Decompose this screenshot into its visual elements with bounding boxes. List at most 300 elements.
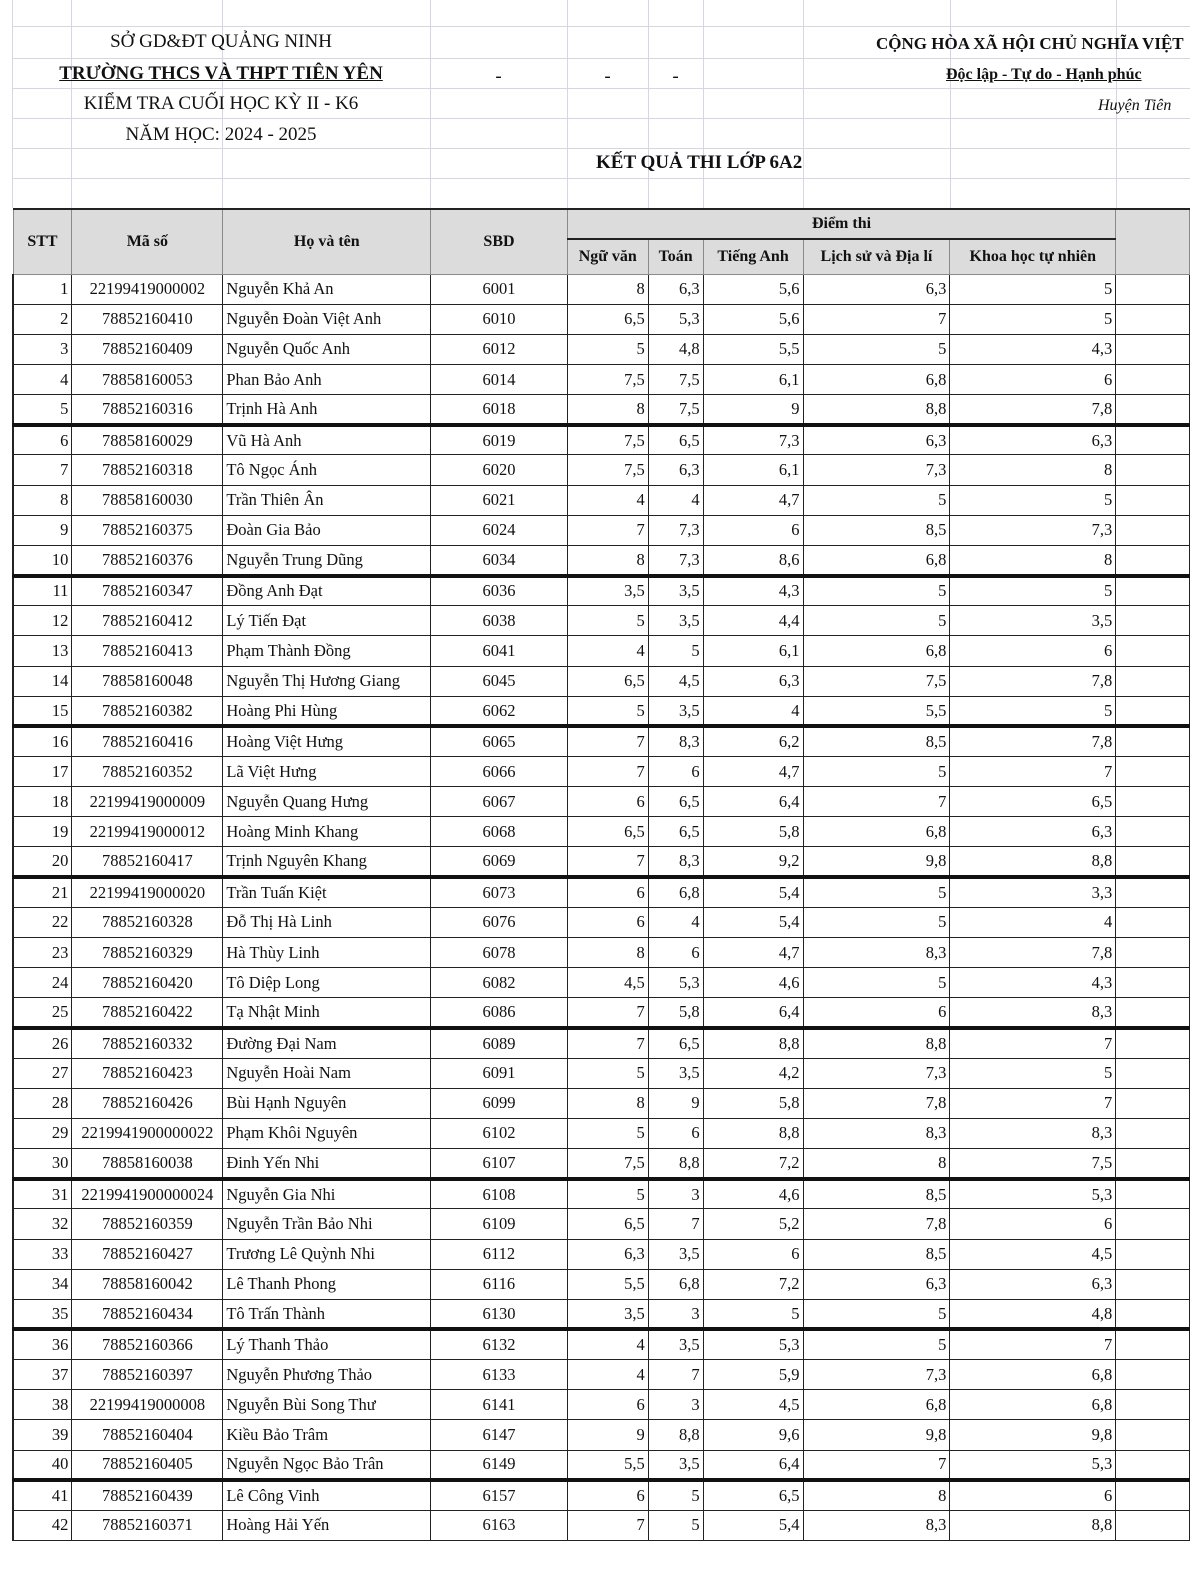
cell-toan: 4,8 — [648, 334, 703, 364]
cell-ngu-van: 3,5 — [567, 1299, 648, 1329]
cell-stt: 22 — [13, 907, 72, 937]
cell-stt: 19 — [13, 817, 72, 847]
cell-blank — [1116, 1510, 1190, 1540]
cell-blank — [1116, 666, 1190, 696]
country-name: CỘNG HÒA XÃ HỘI CHỦ NGHĨA VIỆT — [876, 34, 1184, 53]
header-ngu-van: Ngữ văn — [567, 239, 648, 274]
cell-stt: 14 — [13, 666, 72, 696]
cell-blank — [1116, 1390, 1190, 1420]
cell-lich-su-dia-li: 7,8 — [803, 1209, 950, 1239]
cell-sbd: 6073 — [431, 877, 568, 907]
cell-stt: 37 — [13, 1360, 72, 1390]
cell-toan: 3 — [648, 1179, 703, 1209]
cell-stt: 8 — [13, 485, 72, 515]
cell-blank — [1116, 1149, 1190, 1179]
cell-lich-su-dia-li: 8,5 — [803, 1239, 950, 1269]
dash-mark: - — [604, 66, 611, 87]
cell-khoa-hoc-tu-nhien: 6 — [950, 364, 1116, 394]
cell-tieng-anh: 6,4 — [703, 1450, 803, 1480]
cell-stt: 36 — [13, 1329, 72, 1359]
cell-toan: 3,5 — [648, 1450, 703, 1480]
cell-sbd: 6078 — [431, 937, 568, 967]
cell-ngu-van: 6,5 — [567, 666, 648, 696]
cell-toan: 6,3 — [648, 455, 703, 485]
cell-ma-so: 78852160434 — [72, 1299, 223, 1329]
cell-sbd: 6141 — [431, 1390, 568, 1420]
cell-stt: 31 — [13, 1179, 72, 1209]
cell-blank — [1116, 1299, 1190, 1329]
cell-ho-ten: Đoàn Gia Bảo — [223, 515, 431, 545]
cell-ho-ten: Nguyễn Trung Dũng — [223, 545, 431, 575]
cell-sbd: 6157 — [431, 1480, 568, 1510]
header-ho-ten: Họ và tên — [223, 209, 431, 274]
table-row — [13, 1510, 1190, 1540]
cell-ngu-van: 8 — [567, 274, 648, 304]
cell-khoa-hoc-tu-nhien: 7,8 — [950, 666, 1116, 696]
cell-tieng-anh: 5,8 — [703, 817, 803, 847]
cell-blank — [1116, 937, 1190, 967]
cell-toan: 8,8 — [648, 1149, 703, 1179]
cell-khoa-hoc-tu-nhien: 5 — [950, 274, 1116, 304]
cell-lich-su-dia-li: 5 — [803, 1329, 950, 1359]
cell-ho-ten: Tô Diệp Long — [223, 968, 431, 998]
cell-toan: 8,3 — [648, 726, 703, 756]
cell-tieng-anh: 9,6 — [703, 1420, 803, 1450]
cell-blank — [1116, 545, 1190, 575]
cell-ngu-van: 5 — [567, 696, 648, 726]
cell-blank — [1116, 757, 1190, 787]
cell-lich-su-dia-li: 9,8 — [803, 847, 950, 877]
cell-tieng-anh: 9 — [703, 395, 803, 425]
cell-sbd: 6112 — [431, 1239, 568, 1269]
cell-toan: 3 — [648, 1299, 703, 1329]
cell-lich-su-dia-li: 8,3 — [803, 1118, 950, 1148]
table-row — [13, 787, 1190, 817]
cell-khoa-hoc-tu-nhien: 8 — [950, 545, 1116, 575]
cell-blank — [1116, 847, 1190, 877]
cell-lich-su-dia-li: 8 — [803, 1480, 950, 1510]
cell-stt: 2 — [13, 304, 72, 334]
cell-toan: 3,5 — [648, 696, 703, 726]
cell-sbd: 6130 — [431, 1299, 568, 1329]
table-row — [13, 364, 1190, 394]
cell-blank — [1116, 1028, 1190, 1058]
cell-khoa-hoc-tu-nhien: 4,3 — [950, 334, 1116, 364]
cell-khoa-hoc-tu-nhien: 6 — [950, 1480, 1116, 1510]
cell-ho-ten: Nguyễn Quốc Anh — [223, 334, 431, 364]
table-row — [13, 545, 1190, 575]
cell-toan: 3,5 — [648, 1239, 703, 1269]
cell-toan: 5,3 — [648, 968, 703, 998]
cell-khoa-hoc-tu-nhien: 3,5 — [950, 606, 1116, 636]
cell-khoa-hoc-tu-nhien: 7 — [950, 757, 1116, 787]
cell-ma-so: 22199419000020 — [72, 877, 223, 907]
cell-ma-so: 78852160426 — [72, 1088, 223, 1118]
cell-ngu-van: 7 — [567, 515, 648, 545]
cell-tieng-anh: 5,4 — [703, 907, 803, 937]
cell-toan: 7,5 — [648, 395, 703, 425]
cell-tieng-anh: 4,3 — [703, 576, 803, 606]
cell-lich-su-dia-li: 6,3 — [803, 1269, 950, 1299]
cell-ma-so: 78852160366 — [72, 1329, 223, 1359]
cell-ho-ten: Hà Thùy Linh — [223, 937, 431, 967]
cell-ho-ten: Lã Việt Hưng — [223, 757, 431, 787]
school-year: NĂM HỌC: 2024 - 2025 — [125, 124, 317, 145]
cell-tieng-anh: 4 — [703, 696, 803, 726]
cell-tieng-anh: 4,5 — [703, 1390, 803, 1420]
cell-lich-su-dia-li: 5 — [803, 576, 950, 606]
cell-ngu-van: 6 — [567, 907, 648, 937]
cell-tieng-anh: 5,8 — [703, 1088, 803, 1118]
cell-toan: 6,8 — [648, 1269, 703, 1299]
cell-blank — [1116, 1269, 1190, 1299]
cell-khoa-hoc-tu-nhien: 6,3 — [950, 425, 1116, 455]
cell-ho-ten: Nguyễn Ngọc Bảo Trân — [223, 1450, 431, 1480]
cell-stt: 29 — [13, 1118, 72, 1148]
cell-khoa-hoc-tu-nhien: 7 — [950, 1088, 1116, 1118]
cell-sbd: 6065 — [431, 726, 568, 756]
cell-blank — [1116, 1480, 1190, 1510]
cell-khoa-hoc-tu-nhien: 8,8 — [950, 847, 1116, 877]
cell-toan: 6,5 — [648, 787, 703, 817]
cell-stt: 7 — [13, 455, 72, 485]
cell-blank — [1116, 1209, 1190, 1239]
cell-ma-so: 78852160420 — [72, 968, 223, 998]
cell-lich-su-dia-li: 8,5 — [803, 515, 950, 545]
cell-sbd: 6149 — [431, 1450, 568, 1480]
cell-ho-ten: Hoàng Việt Hưng — [223, 726, 431, 756]
cell-sbd: 6045 — [431, 666, 568, 696]
cell-khoa-hoc-tu-nhien: 6,8 — [950, 1360, 1116, 1390]
cell-ngu-van: 6 — [567, 1390, 648, 1420]
cell-khoa-hoc-tu-nhien: 5 — [950, 1058, 1116, 1088]
cell-lich-su-dia-li: 5 — [803, 334, 950, 364]
cell-tieng-anh: 5,4 — [703, 1510, 803, 1540]
cell-ma-so: 78852160412 — [72, 606, 223, 636]
table-row — [13, 1299, 1190, 1329]
cell-blank — [1116, 907, 1190, 937]
cell-toan: 4,5 — [648, 666, 703, 696]
cell-lich-su-dia-li: 8,3 — [803, 1510, 950, 1540]
cell-ma-so: 78852160413 — [72, 636, 223, 666]
cell-stt: 35 — [13, 1299, 72, 1329]
cell-ho-ten: Nguyễn Đoàn Việt Anh — [223, 304, 431, 334]
cell-lich-su-dia-li: 8,5 — [803, 1179, 950, 1209]
cell-blank — [1116, 817, 1190, 847]
cell-ma-so: 78852160376 — [72, 545, 223, 575]
cell-lich-su-dia-li: 5 — [803, 485, 950, 515]
cell-toan: 3 — [648, 1390, 703, 1420]
results-table — [12, 208, 1190, 1541]
cell-lich-su-dia-li: 6,8 — [803, 817, 950, 847]
cell-tieng-anh: 6 — [703, 515, 803, 545]
cell-sbd: 6099 — [431, 1088, 568, 1118]
cell-ho-ten: Trần Thiên Ân — [223, 485, 431, 515]
cell-ma-so: 78852160375 — [72, 515, 223, 545]
cell-lich-su-dia-li: 5 — [803, 606, 950, 636]
cell-stt: 1 — [13, 274, 72, 304]
cell-lich-su-dia-li: 5 — [803, 1299, 950, 1329]
cell-tieng-anh: 4,6 — [703, 968, 803, 998]
cell-ho-ten: Trịnh Hà Anh — [223, 395, 431, 425]
cell-ma-so: 78852160422 — [72, 998, 223, 1028]
table-row — [13, 1118, 1190, 1148]
cell-ho-ten: Trần Tuấn Kiệt — [223, 877, 431, 907]
page-title: KẾT QUẢ THI LỚP 6A2 — [596, 152, 803, 173]
cell-ngu-van: 6,5 — [567, 304, 648, 334]
cell-ma-so: 78858160029 — [72, 425, 223, 455]
cell-stt: 3 — [13, 334, 72, 364]
cell-khoa-hoc-tu-nhien: 5 — [950, 304, 1116, 334]
cell-ngu-van: 6,5 — [567, 817, 648, 847]
cell-ho-ten: Kiều Bảo Trâm — [223, 1420, 431, 1450]
cell-lich-su-dia-li: 8,5 — [803, 726, 950, 756]
cell-ho-ten: Nguyễn Quang Hưng — [223, 787, 431, 817]
cell-ma-so: 78852160416 — [72, 726, 223, 756]
cell-stt: 18 — [13, 787, 72, 817]
cell-blank — [1116, 1058, 1190, 1088]
cell-ma-so: 78852160410 — [72, 304, 223, 334]
table-row — [13, 274, 1190, 304]
cell-ma-so: 78852160397 — [72, 1360, 223, 1390]
cell-toan: 8,8 — [648, 1420, 703, 1450]
cell-toan: 6,5 — [648, 425, 703, 455]
cell-stt: 32 — [13, 1209, 72, 1239]
cell-khoa-hoc-tu-nhien: 9,8 — [950, 1420, 1116, 1450]
cell-toan: 4 — [648, 907, 703, 937]
cell-ngu-van: 5,5 — [567, 1450, 648, 1480]
cell-toan: 6,3 — [648, 274, 703, 304]
cell-ma-so: 78852160347 — [72, 576, 223, 606]
cell-ma-so: 78852160417 — [72, 847, 223, 877]
cell-ho-ten: Trịnh Nguyên Khang — [223, 847, 431, 877]
cell-tieng-anh: 6 — [703, 1239, 803, 1269]
cell-ho-ten: Đồng Anh Đạt — [223, 576, 431, 606]
cell-ma-so: 78852160382 — [72, 696, 223, 726]
cell-khoa-hoc-tu-nhien: 7,3 — [950, 515, 1116, 545]
cell-blank — [1116, 274, 1190, 304]
cell-ma-so: 78852160371 — [72, 1510, 223, 1540]
cell-ngu-van: 5 — [567, 606, 648, 636]
cell-ngu-van: 7 — [567, 726, 648, 756]
cell-sbd: 6163 — [431, 1510, 568, 1540]
cell-ma-so: 2219941900000024 — [72, 1179, 223, 1209]
cell-ma-so: 78852160439 — [72, 1480, 223, 1510]
table-row — [13, 1179, 1190, 1209]
cell-blank — [1116, 696, 1190, 726]
cell-ho-ten: Nguyễn Trần Bảo Nhi — [223, 1209, 431, 1239]
dash-mark: - — [495, 66, 502, 87]
cell-stt: 34 — [13, 1269, 72, 1299]
cell-stt: 28 — [13, 1088, 72, 1118]
cell-stt: 39 — [13, 1420, 72, 1450]
cell-ho-ten: Lê Công Vinh — [223, 1480, 431, 1510]
cell-toan: 7 — [648, 1360, 703, 1390]
cell-lich-su-dia-li: 7,8 — [803, 1088, 950, 1118]
cell-toan: 5,3 — [648, 304, 703, 334]
cell-khoa-hoc-tu-nhien: 8,8 — [950, 1510, 1116, 1540]
cell-stt: 16 — [13, 726, 72, 756]
cell-khoa-hoc-tu-nhien: 6 — [950, 1209, 1116, 1239]
cell-sbd: 6021 — [431, 485, 568, 515]
cell-stt: 27 — [13, 1058, 72, 1088]
cell-stt: 26 — [13, 1028, 72, 1058]
cell-stt: 40 — [13, 1450, 72, 1480]
cell-tieng-anh: 6,2 — [703, 726, 803, 756]
cell-stt: 25 — [13, 998, 72, 1028]
motto: Độc lập - Tự do - Hạnh phúc — [946, 66, 1142, 83]
cell-sbd: 6012 — [431, 334, 568, 364]
cell-ho-ten: Nguyễn Khả An — [223, 274, 431, 304]
cell-lich-su-dia-li: 7 — [803, 1450, 950, 1480]
cell-tieng-anh: 4,4 — [703, 606, 803, 636]
cell-ho-ten: Nguyễn Gia Nhi — [223, 1179, 431, 1209]
cell-blank — [1116, 1420, 1190, 1450]
cell-sbd: 6062 — [431, 696, 568, 726]
table-row — [13, 757, 1190, 787]
cell-stt: 41 — [13, 1480, 72, 1510]
cell-khoa-hoc-tu-nhien: 6,8 — [950, 1390, 1116, 1420]
cell-blank — [1116, 877, 1190, 907]
cell-lich-su-dia-li: 8 — [803, 1149, 950, 1179]
cell-ma-so: 78852160427 — [72, 1239, 223, 1269]
table-row — [13, 395, 1190, 425]
cell-ngu-van: 6 — [567, 787, 648, 817]
header-ma-so: Mã số — [72, 209, 223, 274]
cell-ma-so: 78852160409 — [72, 334, 223, 364]
cell-khoa-hoc-tu-nhien: 8,3 — [950, 998, 1116, 1028]
cell-ma-so: 78858160030 — [72, 485, 223, 515]
header-sbd: SBD — [431, 209, 568, 274]
cell-stt: 6 — [13, 425, 72, 455]
cell-ho-ten: Đinh Yến Nhi — [223, 1149, 431, 1179]
cell-toan: 7 — [648, 1209, 703, 1239]
cell-ho-ten: Đường Đại Nam — [223, 1028, 431, 1058]
exam-name: KIỂM TRA CUỐI HỌC KỲ II - K6 — [83, 93, 359, 114]
school-name: TRƯỜNG THCS VÀ THPT TIÊN YÊN — [59, 63, 383, 84]
cell-toan: 5,8 — [648, 998, 703, 1028]
cell-sbd: 6038 — [431, 606, 568, 636]
header-blank — [1116, 209, 1190, 274]
table-row — [13, 606, 1190, 636]
cell-ngu-van: 7,5 — [567, 425, 648, 455]
cell-ma-so: 78852160359 — [72, 1209, 223, 1239]
cell-ngu-van: 7,5 — [567, 364, 648, 394]
cell-khoa-hoc-tu-nhien: 7,8 — [950, 395, 1116, 425]
table-row — [13, 1480, 1190, 1510]
cell-tieng-anh: 8,8 — [703, 1028, 803, 1058]
cell-khoa-hoc-tu-nhien: 7,5 — [950, 1149, 1116, 1179]
table-row — [13, 304, 1190, 334]
cell-ho-ten: Nguyễn Hoài Nam — [223, 1058, 431, 1088]
cell-lich-su-dia-li: 9,8 — [803, 1420, 950, 1450]
cell-ho-ten: Phạm Khôi Nguyên — [223, 1118, 431, 1148]
cell-lich-su-dia-li: 6,8 — [803, 636, 950, 666]
cell-stt: 33 — [13, 1239, 72, 1269]
table-row — [13, 1420, 1190, 1450]
table-row — [13, 1088, 1190, 1118]
cell-ma-so: 78858160048 — [72, 666, 223, 696]
cell-ngu-van: 8 — [567, 545, 648, 575]
cell-ho-ten: Nguyễn Bùi Song Thư — [223, 1390, 431, 1420]
header-stt: STT — [13, 209, 72, 274]
cell-ngu-van: 8 — [567, 1088, 648, 1118]
cell-toan: 7,5 — [648, 364, 703, 394]
cell-ngu-van: 5,5 — [567, 1269, 648, 1299]
cell-sbd: 6116 — [431, 1269, 568, 1299]
cell-khoa-hoc-tu-nhien: 6 — [950, 636, 1116, 666]
cell-tieng-anh: 6,5 — [703, 1480, 803, 1510]
cell-ho-ten: Hoàng Hải Yến — [223, 1510, 431, 1540]
cell-sbd: 6132 — [431, 1329, 568, 1359]
cell-lich-su-dia-li: 5 — [803, 877, 950, 907]
cell-sbd: 6010 — [431, 304, 568, 334]
cell-sbd: 6068 — [431, 817, 568, 847]
cell-khoa-hoc-tu-nhien: 6,3 — [950, 1269, 1116, 1299]
cell-toan: 5 — [648, 1510, 703, 1540]
cell-ma-so: 78852160328 — [72, 907, 223, 937]
table-row — [13, 937, 1190, 967]
cell-ho-ten: Lê Thanh Phong — [223, 1269, 431, 1299]
cell-toan: 5 — [648, 636, 703, 666]
cell-toan: 3,5 — [648, 1329, 703, 1359]
cell-blank — [1116, 576, 1190, 606]
cell-khoa-hoc-tu-nhien: 7 — [950, 1329, 1116, 1359]
results-body — [13, 274, 1190, 1541]
cell-toan: 7,3 — [648, 515, 703, 545]
cell-toan: 3,5 — [648, 576, 703, 606]
cell-blank — [1116, 636, 1190, 666]
cell-sbd: 6108 — [431, 1179, 568, 1209]
table-row — [13, 1450, 1190, 1480]
cell-blank — [1116, 515, 1190, 545]
cell-ho-ten: Hoàng Phi Hùng — [223, 696, 431, 726]
cell-khoa-hoc-tu-nhien: 5 — [950, 696, 1116, 726]
header-khoa-hoc-tu-nhien: Khoa học tự nhiên — [950, 239, 1116, 274]
table-row — [13, 515, 1190, 545]
cell-lich-su-dia-li: 8,8 — [803, 395, 950, 425]
cell-ngu-van: 4 — [567, 636, 648, 666]
cell-ho-ten: Lý Tiến Đạt — [223, 606, 431, 636]
cell-lich-su-dia-li: 8,8 — [803, 1028, 950, 1058]
cell-lich-su-dia-li: 7,3 — [803, 455, 950, 485]
cell-ngu-van: 9 — [567, 1420, 648, 1450]
cell-ma-so: 2219941900000022 — [72, 1118, 223, 1148]
cell-toan: 6,5 — [648, 1028, 703, 1058]
table-row — [13, 1329, 1190, 1359]
cell-tieng-anh: 7,2 — [703, 1269, 803, 1299]
cell-ngu-van: 8 — [567, 937, 648, 967]
cell-khoa-hoc-tu-nhien: 7 — [950, 1028, 1116, 1058]
cell-sbd: 6020 — [431, 455, 568, 485]
cell-ngu-van: 7 — [567, 1028, 648, 1058]
header-lich-su-dia-li: Lịch sử và Địa lí — [803, 239, 950, 274]
cell-ho-ten: Tô Ngọc Ánh — [223, 455, 431, 485]
cell-sbd: 6066 — [431, 757, 568, 787]
dash-mark: - — [672, 66, 679, 87]
cell-ho-ten: Trương Lê Quỳnh Nhi — [223, 1239, 431, 1269]
cell-ho-ten: Phan Bảo Anh — [223, 364, 431, 394]
cell-khoa-hoc-tu-nhien: 4 — [950, 907, 1116, 937]
cell-tieng-anh: 6,1 — [703, 455, 803, 485]
cell-ho-ten: Nguyễn Phương Thảo — [223, 1360, 431, 1390]
cell-ngu-van: 7 — [567, 847, 648, 877]
cell-ngu-van: 5 — [567, 1179, 648, 1209]
cell-lich-su-dia-li: 7,5 — [803, 666, 950, 696]
cell-stt: 38 — [13, 1390, 72, 1420]
cell-sbd: 6067 — [431, 787, 568, 817]
cell-blank — [1116, 334, 1190, 364]
